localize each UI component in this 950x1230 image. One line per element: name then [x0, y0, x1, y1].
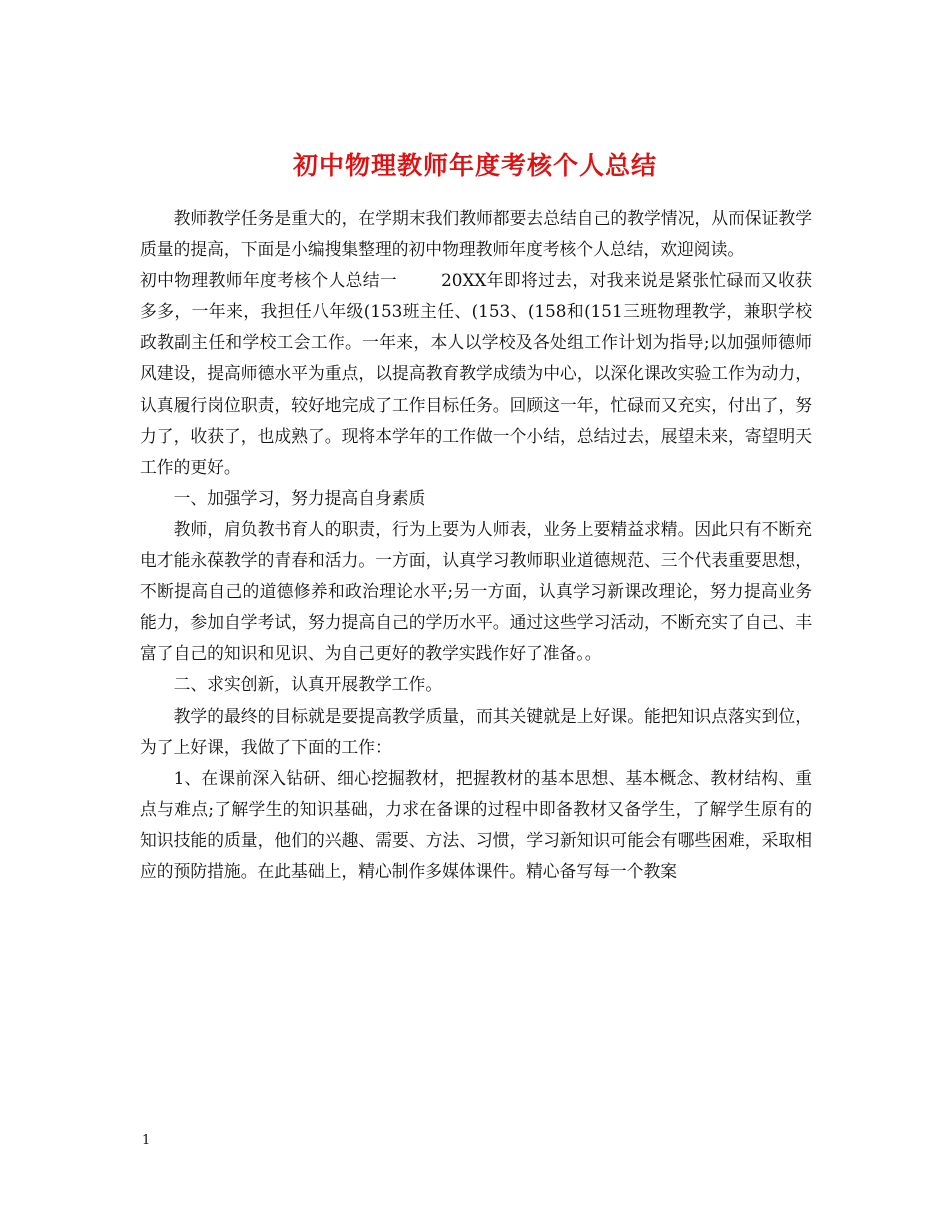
intro-paragraph: 教师教学任务是重大的，在学期末我们教师都要去总结自己的教学情况，从而保证教学质量的提高，下面是小编搜集整理的初中物理教师年度考核个人总结，欢迎阅读。 — [140, 208, 812, 260]
page-number: 1 — [142, 1133, 151, 1148]
teaching-paragraph: 教学的最终的目标就是要提高教学质量，而其关键就是上好课。能把知识点落实到位，为了上好课，我做了下面的工作： — [140, 705, 812, 757]
heading-teaching: 二、求实创新，认真开展教学工作。 — [173, 674, 443, 695]
document-body — [140, 203, 812, 887]
heading-learning: 一、加强学习，努力提高自身素质 — [173, 487, 426, 508]
section-paragraph — [140, 265, 812, 483]
section-body: 20XX年即将过去，对我来说是紧张忙碌而又收获多多，一年来，我担任八年级(153班主任、(153、(158和(151三班物理教学，兼职学校政教副主任和学校工会工作。一年来，本人以学校及各处组工作计划为指导;以加强师德师风建设，提高师德水平为重点，以提高教育教学成绩为中心，以深化课改实验工作为动力，认真履行岗位职责，较好地完成了工作目标任务。回顾这一年，忙碌而又充实，付出了，努力了，收获了，也成熟了。现将本学年的工作做一个小结，总结过去，展望未来，寄望明天工作的更好。 — [140, 270, 812, 477]
learning-paragraph: 教师，肩负教书育人的职责，行为上要为人师表，业务上要精益求精。因此只有不断充电才能永葆教学的青春和活力。一方面，认真学习教师职业道德规范、三个代表重要思想，不断提高自己的道德修养和政治理论水平;另一方面，认真学习新课改理论，努力提高业务能力，参加自学考试，努力提高自己的学历水平。通过这些学习活动，不断充实了自己、丰富了自己的知识和见识、为自己更好的教学实践作好了准备。。 — [140, 518, 812, 664]
preparation-paragraph: 1、在课前深入钻研、细心挖掘教材，把握教材的基本思想、基本概念、教材结构、重点与难点;了解学生的知识基础，力求在备课的过程中即备教材又备学生，了解学生原有的知识技能的质量，他们的兴趣、需要、方法、习惯，学习新知识可能会有哪些困难，采取相应的预防措施。在此基础上，精心制作多媒体课件。精心备写每一个教案 — [140, 767, 812, 881]
document-title: 初中物理教师年度考核个人总结 — [292, 150, 657, 180]
section-label: 初中物理教师年度考核个人总结一 — [140, 270, 398, 291]
